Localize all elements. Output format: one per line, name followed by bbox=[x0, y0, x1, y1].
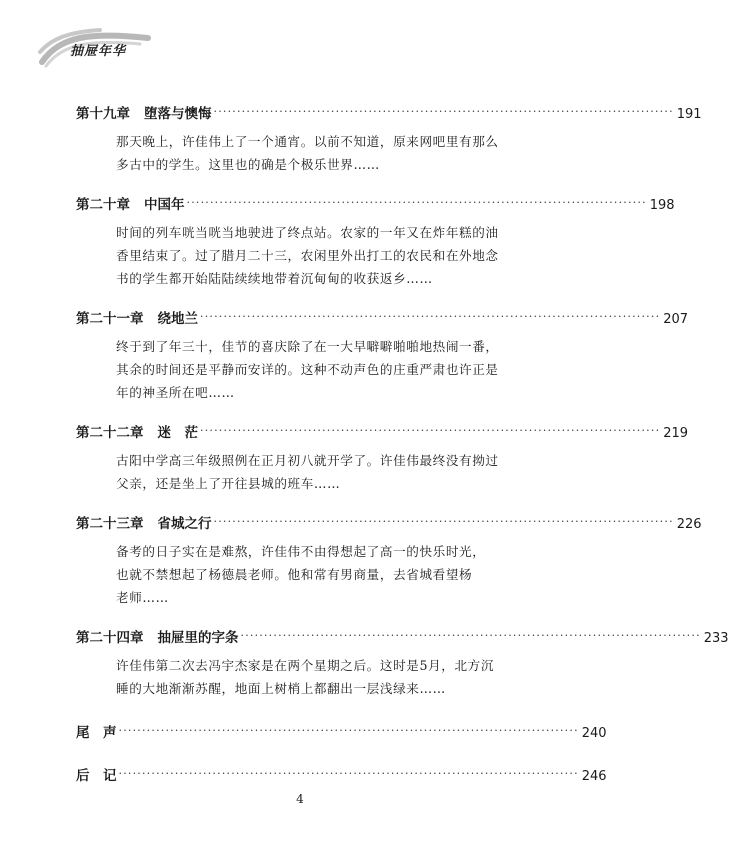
chapter-title: 迷 茫 bbox=[157, 425, 198, 441]
chapter-title: 堕落与懊悔 bbox=[144, 106, 212, 122]
toc-entry-title bbox=[76, 626, 239, 646]
toc-entry-title bbox=[76, 102, 212, 122]
toc-entry-title bbox=[76, 307, 198, 327]
chapter-label: 第二十二章 bbox=[76, 425, 144, 441]
toc-entry-title bbox=[76, 193, 185, 213]
running-header: 抽屉年华 bbox=[70, 44, 127, 59]
toc-entry-title bbox=[76, 721, 117, 741]
summary-line: 备考的日子实在是难熬，许佳伟不由得想起了高一的快乐时光， bbox=[116, 544, 486, 559]
chapter-summary bbox=[116, 540, 512, 609]
chapter-summary bbox=[116, 221, 512, 290]
leader-dots: ·································································································· bbox=[186, 196, 647, 209]
summary-line: 古阳中学高三年级照例在正月初八就开学了。许佳伟最终没有拗过 bbox=[116, 453, 499, 468]
summary-line: 书的学生都开始陆陆续续地带着沉甸甸的收获返乡…… bbox=[116, 271, 433, 286]
summary-line: 父亲，还是坐上了开往县城的班车…… bbox=[116, 476, 341, 491]
leader-dots: ·································································································· bbox=[200, 424, 661, 437]
leader-dots: ·································································································· bbox=[240, 629, 701, 642]
toc-entry[interactable] bbox=[76, 303, 689, 404]
toc-entry-line[interactable] bbox=[76, 622, 729, 646]
chapter-title: 中国年 bbox=[144, 197, 185, 213]
summary-line: 也就不禁想起了杨德晨老师。他和常有男商量，去省城看望杨 bbox=[116, 567, 473, 582]
page-number: 240 bbox=[581, 726, 607, 741]
page-number: 233 bbox=[703, 631, 729, 646]
table-of-contents bbox=[76, 98, 729, 784]
summary-line: 终于到了年三十，佳节的喜庆除了在一大早噼噼啪啪地热闹一番， bbox=[116, 339, 499, 354]
leader-dots: ·································································································· bbox=[213, 515, 674, 528]
summary-line: 那天晚上，许佳伟上了一个通宵。以前不知道，原来网吧里有那么 bbox=[116, 134, 499, 149]
toc-entry[interactable] bbox=[76, 189, 675, 290]
page-number: 226 bbox=[676, 517, 702, 532]
toc-entry-line[interactable] bbox=[76, 717, 607, 741]
toc-entry[interactable] bbox=[76, 760, 607, 784]
toc-entry[interactable] bbox=[76, 98, 702, 176]
chapter-label: 第十九章 bbox=[76, 106, 130, 122]
leader-dots: ·································································································· bbox=[200, 310, 661, 323]
summary-line: 年的神圣所在吧…… bbox=[116, 385, 235, 400]
toc-entry-title bbox=[76, 764, 117, 784]
page-number: 198 bbox=[649, 198, 675, 213]
summary-line: 时间的列车咣当咣当地驶进了终点站。农家的一年又在炸年糕的油 bbox=[116, 225, 499, 240]
chapter-summary bbox=[116, 335, 512, 404]
chapter-summary bbox=[116, 130, 512, 176]
chapter-label: 第二十章 bbox=[76, 197, 130, 213]
page-number: 246 bbox=[581, 769, 607, 784]
summary-line: 老师…… bbox=[116, 590, 169, 605]
page-number-footer: 4 bbox=[296, 792, 304, 806]
summary-line: 睡的大地渐渐苏醒，地面上树梢上都翻出一层浅绿来…… bbox=[116, 681, 446, 696]
summary-line: 香里结束了。过了腊月二十三，农闲里外出打工的农民和在外地念 bbox=[116, 248, 499, 263]
page-number: 191 bbox=[676, 107, 702, 122]
page-number: 207 bbox=[663, 312, 689, 327]
toc-entry-title bbox=[76, 512, 212, 532]
toc-entry[interactable] bbox=[76, 417, 689, 495]
toc-entry[interactable] bbox=[76, 508, 702, 609]
chapter-title: 省城之行 bbox=[157, 516, 212, 532]
leader-dots: ·································································································· bbox=[213, 105, 674, 118]
toc-entry-line[interactable] bbox=[76, 508, 702, 532]
toc-entry-line[interactable] bbox=[76, 417, 689, 441]
chapter-label: 第二十三章 bbox=[76, 516, 144, 532]
toc-entry-line[interactable] bbox=[76, 760, 607, 784]
chapter-summary bbox=[116, 654, 512, 700]
leader-dots: ·································································································· bbox=[118, 724, 579, 737]
summary-line: 多古中的学生。这里也的确是个极乐世界…… bbox=[116, 157, 380, 172]
toc-entry-title bbox=[76, 421, 198, 441]
toc-entry-line[interactable] bbox=[76, 303, 689, 327]
chapter-label: 后 记 bbox=[76, 768, 117, 784]
chapter-label: 尾 声 bbox=[76, 725, 117, 741]
toc-entry[interactable] bbox=[76, 717, 607, 741]
summary-line: 其余的时间还是平静而安详的。这种不动声色的庄重严肃也许正是 bbox=[116, 362, 499, 377]
chapter-title: 抽屉里的字条 bbox=[157, 630, 239, 646]
chapter-summary bbox=[116, 449, 512, 495]
summary-line: 许佳伟第二次去冯宇杰家是在两个星期之后。这时是5月，北方沉 bbox=[116, 658, 495, 673]
page-number: 219 bbox=[663, 426, 689, 441]
chapter-label: 第二十一章 bbox=[76, 311, 144, 327]
toc-entry[interactable] bbox=[76, 622, 729, 700]
toc-entry-line[interactable] bbox=[76, 189, 675, 213]
leader-dots: ·································································································· bbox=[118, 767, 579, 780]
chapter-label: 第二十四章 bbox=[76, 630, 144, 646]
chapter-title: 绕地兰 bbox=[157, 311, 198, 327]
toc-entry-line[interactable] bbox=[76, 98, 702, 122]
